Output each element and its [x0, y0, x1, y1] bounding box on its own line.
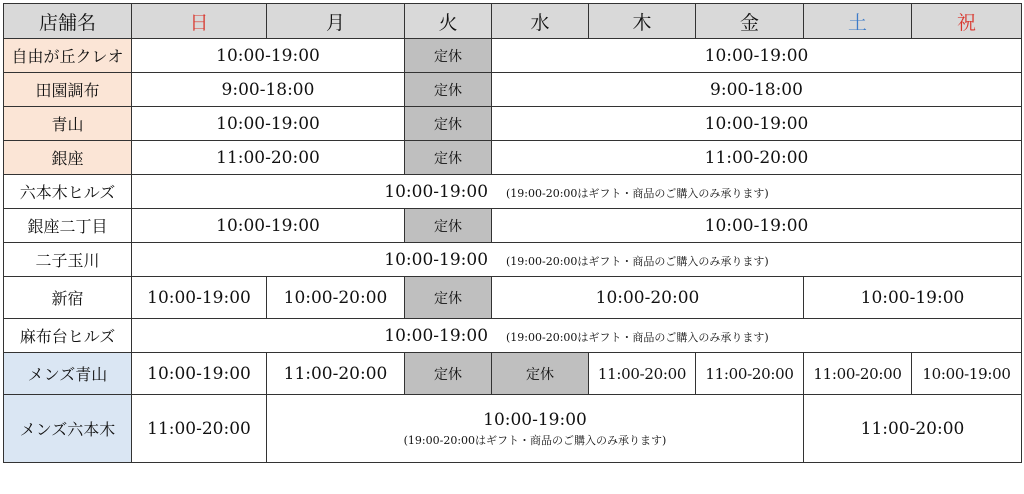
store-name: 銀座二丁目 [4, 209, 132, 243]
hours-text: 10:00-19:00 [483, 409, 587, 430]
hours-cell-midweek [267, 395, 804, 463]
store-name: メンズ六本木 [4, 395, 132, 463]
hours-note: (19:00-20:00はギフト・商品のご購入のみ承ります) [403, 433, 667, 447]
closed-cell: 定休 [405, 209, 492, 243]
hours-cell: 10:00-19:00 [132, 107, 405, 141]
store-row [4, 319, 1022, 353]
closed-cell: 定休 [405, 73, 492, 107]
hours-text: 10:00-19:00 [384, 249, 489, 270]
store-row [4, 39, 1022, 73]
store-name: 二子玉川 [4, 243, 132, 277]
header-day: 金 [696, 4, 804, 39]
store-name: 新宿 [4, 277, 132, 319]
store-row [4, 141, 1022, 175]
store-hours-table [3, 3, 1022, 463]
hours-cell: 10:00-19:00 [132, 277, 267, 319]
hours-cell: 11:00-20:00 [804, 395, 1022, 463]
closed-cell: 定休 [405, 107, 492, 141]
store-row [4, 209, 1022, 243]
header-day: 祝 [912, 4, 1022, 39]
store-name: メンズ青山 [4, 353, 132, 395]
store-name: 自由が丘クレオ [4, 39, 132, 73]
header-row [4, 4, 1022, 39]
store-name: 田園調布 [4, 73, 132, 107]
hours-cell: 11:00-20:00 [696, 353, 804, 395]
hours-cell: 10:00-19:00 [132, 39, 405, 73]
hours-cell: 10:00-20:00 [267, 277, 405, 319]
hours-note: (19:00-20:00はギフト・商品のご購入のみ承ります) [506, 254, 769, 268]
header-day: 日 [132, 4, 267, 39]
store-row [4, 175, 1022, 209]
hours-cell: 10:00-19:00 [912, 353, 1022, 395]
hours-text: 10:00-19:00 [384, 325, 489, 346]
closed-cell: 定休 [405, 353, 492, 395]
hours-cell: 11:00-20:00 [132, 395, 267, 463]
header-store: 店舗名 [4, 4, 132, 39]
hours-cell: 10:00-19:00 [492, 107, 1022, 141]
header-day: 木 [589, 4, 696, 39]
hours-cell: 11:00-20:00 [132, 141, 405, 175]
hours-cell: 9:00-18:00 [492, 73, 1022, 107]
hours-cell: 10:00-20:00 [492, 277, 804, 319]
closed-cell: 定休 [492, 353, 589, 395]
hours-cell: 10:00-19:00 [132, 353, 267, 395]
hours-text: 10:00-19:00 [384, 181, 489, 202]
header-day: 水 [492, 4, 589, 39]
hours-cell-all-week [132, 175, 1022, 209]
store-row [4, 277, 1022, 319]
store-row [4, 107, 1022, 141]
hours-cell: 11:00-20:00 [492, 141, 1022, 175]
hours-cell: 11:00-20:00 [804, 353, 912, 395]
header-day: 火 [405, 4, 492, 39]
closed-cell: 定休 [405, 141, 492, 175]
store-row [4, 73, 1022, 107]
hours-cell: 11:00-20:00 [267, 353, 405, 395]
closed-cell: 定休 [405, 277, 492, 319]
store-name: 青山 [4, 107, 132, 141]
hours-cell-all-week [132, 243, 1022, 277]
hours-cell: 11:00-20:00 [589, 353, 696, 395]
store-name: 六本木ヒルズ [4, 175, 132, 209]
store-name: 麻布台ヒルズ [4, 319, 132, 353]
closed-cell: 定休 [405, 39, 492, 73]
store-row [4, 353, 1022, 395]
hours-note: (19:00-20:00はギフト・商品のご購入のみ承ります) [506, 186, 769, 200]
header-day: 月 [267, 4, 405, 39]
hours-cell: 10:00-19:00 [132, 209, 405, 243]
hours-cell-all-week [132, 319, 1022, 353]
store-row [4, 395, 1022, 463]
hours-cell: 10:00-19:00 [492, 39, 1022, 73]
hours-cell: 10:00-19:00 [492, 209, 1022, 243]
header-day: 土 [804, 4, 912, 39]
hours-cell: 10:00-19:00 [804, 277, 1022, 319]
store-name: 銀座 [4, 141, 132, 175]
hours-cell: 9:00-18:00 [132, 73, 405, 107]
hours-note: (19:00-20:00はギフト・商品のご購入のみ承ります) [506, 330, 769, 344]
store-row [4, 243, 1022, 277]
